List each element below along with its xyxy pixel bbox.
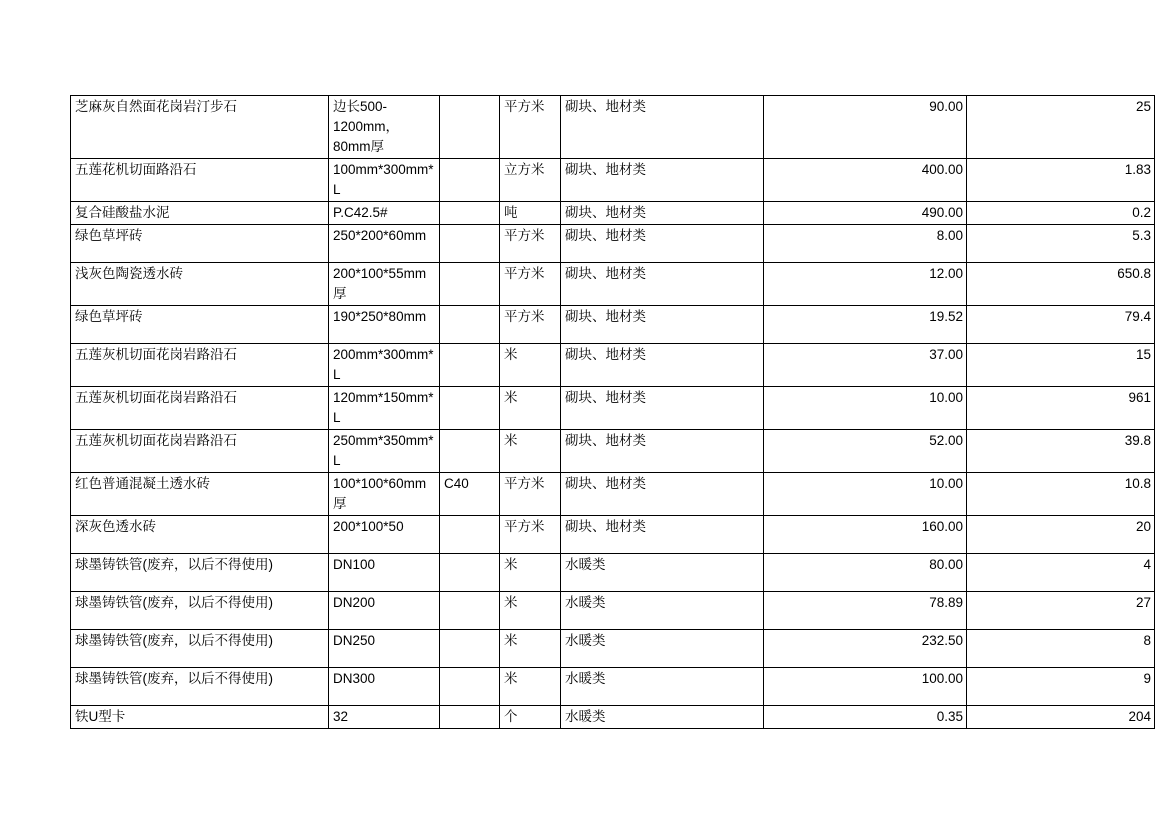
- table-row: [71, 202, 1155, 225]
- cell-material-name: 球墨铸铁管(废弃，以后不得使用): [71, 592, 329, 630]
- cell-quantity: 25: [967, 96, 1155, 159]
- cell-category: 砌块、地材类: [561, 473, 764, 516]
- table-row: [71, 96, 1155, 159]
- cell-material-name: 五莲花机切面路沿石: [71, 159, 329, 202]
- cell-category: 砌块、地材类: [561, 263, 764, 306]
- cell-price: 160.00: [764, 516, 967, 554]
- table-row: [71, 592, 1155, 630]
- cell-price: 78.89: [764, 592, 967, 630]
- cell-price: 37.00: [764, 344, 967, 387]
- table-row: [71, 387, 1155, 430]
- cell-grade: [440, 306, 500, 344]
- cell-unit: 个: [500, 706, 561, 729]
- cell-unit: 米: [500, 387, 561, 430]
- table-row: [71, 159, 1155, 202]
- cell-material-name: 球墨铸铁管(废弃，以后不得使用): [71, 554, 329, 592]
- cell-specification: DN100: [329, 554, 440, 592]
- cell-grade: [440, 706, 500, 729]
- cell-specification: 200*100*50: [329, 516, 440, 554]
- cell-unit: 米: [500, 344, 561, 387]
- cell-unit: 立方米: [500, 159, 561, 202]
- cell-unit: 米: [500, 668, 561, 706]
- cell-category: 砌块、地材类: [561, 387, 764, 430]
- cell-quantity: 0.2: [967, 202, 1155, 225]
- cell-category: 水暖类: [561, 706, 764, 729]
- cell-grade: [440, 344, 500, 387]
- cell-grade: [440, 202, 500, 225]
- cell-quantity: 10.8: [967, 473, 1155, 516]
- table-row: [71, 473, 1155, 516]
- cell-price: 90.00: [764, 96, 967, 159]
- cell-category: 砌块、地材类: [561, 516, 764, 554]
- cell-price: 80.00: [764, 554, 967, 592]
- cell-material-name: 铁U型卡: [71, 706, 329, 729]
- cell-unit: 平方米: [500, 516, 561, 554]
- cell-unit: 平方米: [500, 96, 561, 159]
- cell-category: 水暖类: [561, 554, 764, 592]
- cell-grade: [440, 159, 500, 202]
- cell-unit: 米: [500, 554, 561, 592]
- cell-specification: DN200: [329, 592, 440, 630]
- cell-grade: [440, 668, 500, 706]
- cell-quantity: 79.4: [967, 306, 1155, 344]
- table-row: [71, 263, 1155, 306]
- cell-category: 砌块、地材类: [561, 96, 764, 159]
- cell-grade: [440, 430, 500, 473]
- materials-table-container: [70, 95, 1151, 729]
- materials-table: [70, 95, 1155, 729]
- table-row: [71, 225, 1155, 263]
- cell-specification: 190*250*80mm: [329, 306, 440, 344]
- cell-unit: 米: [500, 630, 561, 668]
- cell-quantity: 4: [967, 554, 1155, 592]
- table-row: [71, 630, 1155, 668]
- materials-table-body: [71, 96, 1155, 729]
- cell-grade: [440, 225, 500, 263]
- cell-quantity: 650.8: [967, 263, 1155, 306]
- cell-grade: [440, 263, 500, 306]
- cell-quantity: 20: [967, 516, 1155, 554]
- cell-material-name: 五莲灰机切面花岗岩路沿石: [71, 387, 329, 430]
- cell-unit: 米: [500, 430, 561, 473]
- table-row: [71, 430, 1155, 473]
- cell-quantity: 9: [967, 668, 1155, 706]
- table-row: [71, 668, 1155, 706]
- cell-specification: 250mm*350mm*L: [329, 430, 440, 473]
- cell-grade: [440, 96, 500, 159]
- cell-specification: 200mm*300mm*L: [329, 344, 440, 387]
- cell-price: 52.00: [764, 430, 967, 473]
- cell-price: 10.00: [764, 387, 967, 430]
- cell-material-name: 浅灰色陶瓷透水砖: [71, 263, 329, 306]
- cell-category: 水暖类: [561, 592, 764, 630]
- cell-unit: 平方米: [500, 306, 561, 344]
- cell-grade: [440, 516, 500, 554]
- cell-grade: [440, 592, 500, 630]
- cell-category: 水暖类: [561, 630, 764, 668]
- cell-category: 砌块、地材类: [561, 202, 764, 225]
- cell-price: 8.00: [764, 225, 967, 263]
- table-row: [71, 706, 1155, 729]
- cell-material-name: 球墨铸铁管(废弃，以后不得使用): [71, 630, 329, 668]
- cell-quantity: 5.3: [967, 225, 1155, 263]
- cell-category: 砌块、地材类: [561, 306, 764, 344]
- cell-price: 12.00: [764, 263, 967, 306]
- cell-category: 砌块、地材类: [561, 225, 764, 263]
- cell-specification: 32: [329, 706, 440, 729]
- cell-grade: C40: [440, 473, 500, 516]
- cell-quantity: 1.83: [967, 159, 1155, 202]
- cell-specification: P.C42.5#: [329, 202, 440, 225]
- cell-grade: [440, 554, 500, 592]
- cell-specification: 100*100*60mm厚: [329, 473, 440, 516]
- cell-quantity: 204: [967, 706, 1155, 729]
- cell-material-name: 五莲灰机切面花岗岩路沿石: [71, 430, 329, 473]
- cell-material-name: 绿色草坪砖: [71, 306, 329, 344]
- cell-category: 砌块、地材类: [561, 344, 764, 387]
- cell-material-name: 红色普通混凝土透水砖: [71, 473, 329, 516]
- cell-material-name: 绿色草坪砖: [71, 225, 329, 263]
- cell-specification: DN250: [329, 630, 440, 668]
- cell-grade: [440, 630, 500, 668]
- table-row: [71, 554, 1155, 592]
- cell-category: 砌块、地材类: [561, 430, 764, 473]
- cell-quantity: 39.8: [967, 430, 1155, 473]
- table-row: [71, 516, 1155, 554]
- cell-specification: 120mm*150mm*L: [329, 387, 440, 430]
- table-row: [71, 344, 1155, 387]
- cell-quantity: 8: [967, 630, 1155, 668]
- cell-category: 水暖类: [561, 668, 764, 706]
- cell-unit: 米: [500, 592, 561, 630]
- cell-unit: 平方米: [500, 473, 561, 516]
- cell-material-name: 五莲灰机切面花岗岩路沿石: [71, 344, 329, 387]
- cell-unit: 平方米: [500, 263, 561, 306]
- cell-quantity: 15: [967, 344, 1155, 387]
- cell-specification: DN300: [329, 668, 440, 706]
- cell-price: 10.00: [764, 473, 967, 516]
- cell-price: 490.00: [764, 202, 967, 225]
- cell-price: 0.35: [764, 706, 967, 729]
- cell-specification: 250*200*60mm: [329, 225, 440, 263]
- cell-price: 232.50: [764, 630, 967, 668]
- cell-price: 19.52: [764, 306, 967, 344]
- cell-price: 100.00: [764, 668, 967, 706]
- cell-unit: 平方米: [500, 225, 561, 263]
- cell-specification: 100mm*300mm*L: [329, 159, 440, 202]
- cell-specification: 200*100*55mm厚: [329, 263, 440, 306]
- cell-quantity: 27: [967, 592, 1155, 630]
- cell-material-name: 芝麻灰自然面花岗岩汀步石: [71, 96, 329, 159]
- cell-specification: 边长500-1200mm，80mm厚: [329, 96, 440, 159]
- cell-unit: 吨: [500, 202, 561, 225]
- cell-material-name: 球墨铸铁管(废弃，以后不得使用): [71, 668, 329, 706]
- cell-material-name: 复合硅酸盐水泥: [71, 202, 329, 225]
- cell-quantity: 961: [967, 387, 1155, 430]
- cell-category: 砌块、地材类: [561, 159, 764, 202]
- cell-grade: [440, 387, 500, 430]
- table-row: [71, 306, 1155, 344]
- cell-material-name: 深灰色透水砖: [71, 516, 329, 554]
- cell-price: 400.00: [764, 159, 967, 202]
